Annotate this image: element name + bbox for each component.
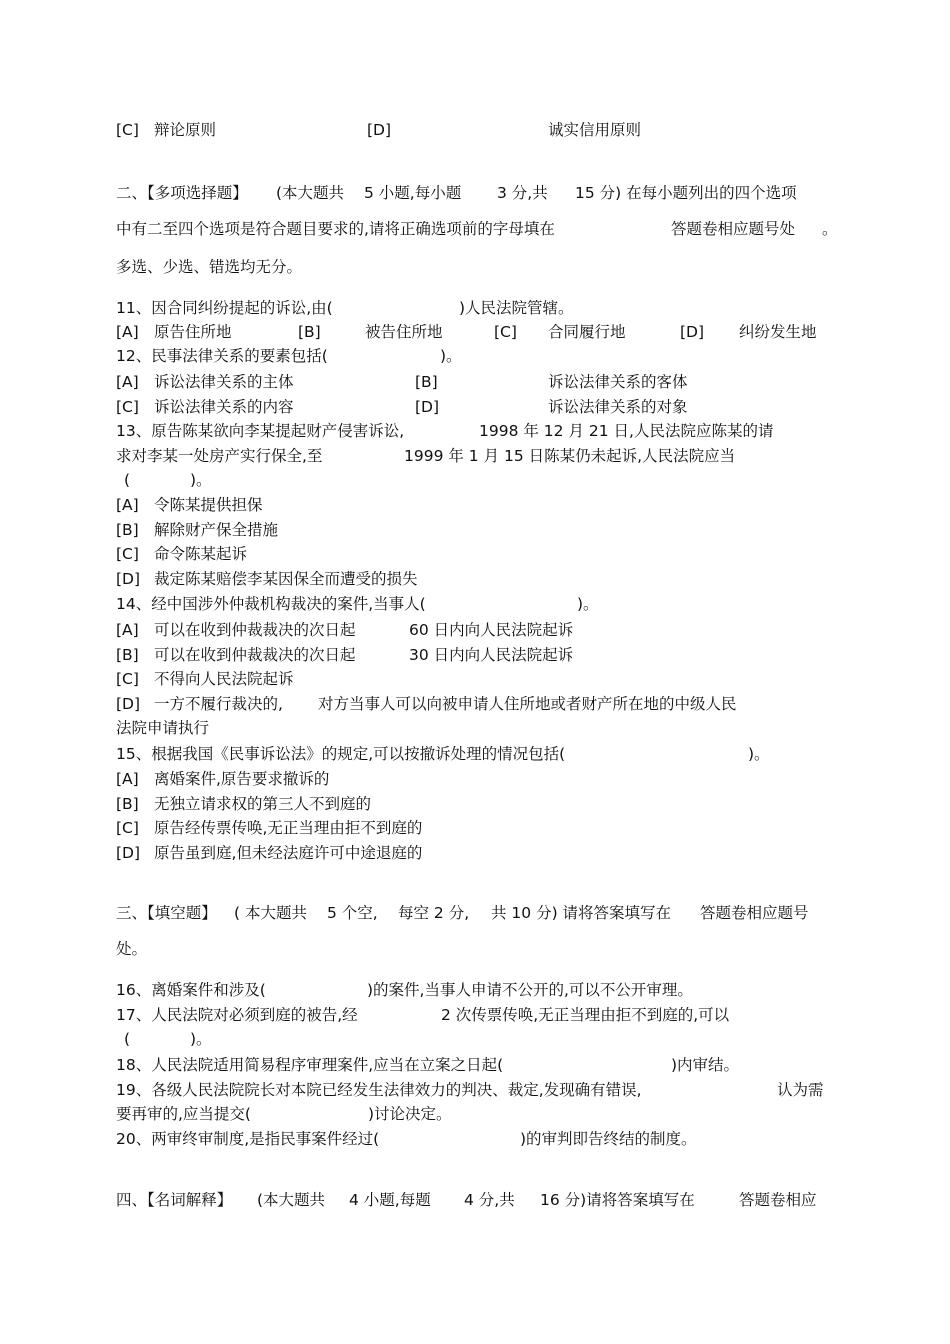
- section-heading: 二、【多项选择题】: [116, 184, 248, 202]
- option-text: 原告经传票传唤,无正当理由拒不到庭的: [154, 819, 423, 837]
- option-text: 一方不履行裁决的,: [154, 695, 283, 713]
- question-stem: 18、人民法院适用简易程序审理案件,应当在立案之日起(: [116, 1056, 504, 1074]
- question-stem: )。: [748, 745, 770, 763]
- question-stem: 15、根据我国《民事诉讼法》的规定,可以按撤诉处理的情况包括(: [116, 745, 566, 763]
- question-stem: 12、民事法律关系的要素包括(: [116, 347, 328, 365]
- option-tag: [B]: [116, 795, 139, 813]
- question-stem: )。: [440, 347, 462, 365]
- option-text: 令陈某提供担保: [154, 496, 263, 514]
- section-instruction: 每空 2 分,: [398, 904, 470, 922]
- option-tag: [B]: [415, 373, 438, 391]
- option-text: 合同履行地: [548, 323, 626, 341]
- option-tag: [B]: [116, 521, 139, 539]
- option-text: 原告虽到庭,但未经法庭许可中途退庭的: [154, 844, 423, 862]
- option-tag: [C]: [494, 323, 517, 341]
- question-stem: )内审结。: [671, 1056, 740, 1074]
- option-text: 离婚案件,原告要求撤诉的: [154, 770, 330, 788]
- question-stem: 20、两审终审制度,是指民事案件经过(: [116, 1130, 380, 1148]
- question-stem: 要再审的,应当提交(: [116, 1105, 251, 1123]
- section-instruction: 5 个空,: [327, 904, 378, 922]
- section-instruction: (本大题共: [276, 184, 345, 202]
- option-text: 不得向人民法院起诉: [154, 670, 294, 688]
- question-stem: 17、人民法院对必须到庭的被告,经: [116, 1006, 358, 1024]
- option-row: [116, 120, 216, 140]
- option-row: [116, 694, 283, 714]
- option-text: 纠纷发生地: [739, 323, 817, 341]
- option-text: 法院申请执行: [116, 719, 210, 737]
- question-stem: 13、原告陈某欲向李某提起财产侵害诉讼,: [116, 422, 405, 440]
- option-row: [116, 544, 247, 564]
- section-instruction: (本大题共: [257, 1191, 326, 1209]
- option-text: 裁定陈某赔偿李某因保全而遭受的损失: [154, 570, 418, 588]
- option-tag: [B]: [298, 323, 321, 341]
- option-row: [116, 569, 418, 589]
- option-text: 对方当事人可以向被申请人住所地或者财产所在地的中级人民: [318, 695, 737, 713]
- section-instruction: 5 小题,每小题: [364, 184, 462, 202]
- question-stem: (: [124, 1030, 131, 1048]
- section-instruction: 答题卷相应题号: [700, 904, 809, 922]
- question-stem: 1998 年 12 月 21 日,人民法院应陈某的请: [479, 422, 774, 440]
- question-stem: 11、因合同纠纷提起的诉讼,由(: [116, 299, 333, 317]
- option-tag: [C]: [116, 819, 139, 837]
- option-tag: [A]: [116, 373, 139, 391]
- option-text: 无独立请求权的第三人不到庭的: [154, 795, 372, 813]
- section-instruction: 中有二至四个选项是符合题目要求的,请将正确选项前的字母填在: [116, 220, 555, 238]
- question-stem: 认为需: [777, 1081, 824, 1099]
- option-tag: [C]: [116, 670, 139, 688]
- option-tag: [D]: [367, 121, 392, 139]
- question-stem: )。: [577, 595, 599, 613]
- question-stem: )。: [190, 1030, 212, 1048]
- question-stem: 1999 年 1 月 15 日陈某仍未起诉,人民法院应当: [404, 447, 736, 465]
- option-row: [116, 818, 422, 838]
- option-row: [116, 620, 356, 640]
- option-text: 解除财产保全措施: [154, 521, 279, 539]
- section-instruction: 4 小题,每题: [349, 1191, 431, 1209]
- option-tag: [A]: [116, 496, 139, 514]
- option-text: 可以在收到仲裁裁决的次日起: [154, 646, 356, 664]
- option-text: 诉讼法律关系的内容: [154, 398, 294, 416]
- option-tag: [A]: [116, 323, 139, 341]
- option-tag: [D]: [680, 323, 705, 341]
- option-tag: [D]: [116, 570, 141, 588]
- section-instruction: 4 分,共: [464, 1191, 515, 1209]
- question-stem: (: [124, 471, 131, 489]
- section-heading: 四、【名词解释】: [116, 1191, 233, 1209]
- question-stem: )人民法院管辖。: [459, 299, 574, 317]
- option-tag: [C]: [116, 121, 139, 139]
- option-text: 30 日内向人民法院起诉: [409, 646, 574, 664]
- section-heading: 三、【填空题】: [116, 904, 217, 922]
- option-tag: [A]: [116, 770, 139, 788]
- option-tag: [D]: [415, 398, 440, 416]
- section-instruction: 。: [822, 220, 838, 238]
- section-instruction: 多选、少选、错选均无分。: [116, 258, 303, 276]
- option-text: 被告住所地: [365, 323, 443, 341]
- option-tag: [D]: [116, 844, 141, 862]
- option-text: 诉讼法律关系的对象: [548, 398, 688, 416]
- option-tag: [D]: [116, 695, 141, 713]
- option-row: [116, 669, 294, 689]
- option-text: 可以在收到仲裁裁决的次日起: [154, 621, 356, 639]
- option-text: 诉讼法律关系的主体: [154, 373, 294, 391]
- option-row: [116, 645, 356, 665]
- option-row: [116, 769, 329, 789]
- question-stem: )的审判即告终结的制度。: [520, 1130, 697, 1148]
- option-row: [116, 495, 263, 515]
- option-row: [116, 843, 422, 863]
- option-tag: [C]: [116, 398, 139, 416]
- section-instruction: 共 10 分) 请将答案填写在: [491, 904, 672, 922]
- section-instruction: 处。: [116, 940, 148, 958]
- question-stem: )讨论决定。: [368, 1105, 452, 1123]
- question-stem: )的案件,当事人申请不公开的,可以不公开审理。: [367, 981, 693, 999]
- question-stem: )。: [190, 471, 212, 489]
- option-text: 诉讼法律关系的客体: [548, 373, 688, 391]
- option-tag: [B]: [116, 646, 139, 664]
- question-stem: 求对李某一处房产实行保全,至: [116, 447, 323, 465]
- option-text: 诚实信用原则: [548, 121, 642, 139]
- option-text: 原告住所地: [154, 323, 232, 341]
- section-instruction: 15 分) 在每小题列出的四个选项: [575, 184, 797, 202]
- question-stem: 14、经中国涉外仲裁机构裁决的案件,当事人(: [116, 595, 426, 613]
- question-stem: 2 次传票传唤,无正当理由拒不到庭的,可以: [441, 1006, 730, 1024]
- option-tag: [C]: [116, 545, 139, 563]
- section-instruction: 16 分)请将答案填写在: [540, 1191, 695, 1209]
- section-instruction: 答题卷相应题号处: [671, 220, 796, 238]
- section-instruction: ( 本大题共: [234, 904, 307, 922]
- question-stem: 19、各级人民法院院长对本院已经发生法律效力的判决、裁定,发现确有错误,: [116, 1081, 642, 1099]
- option-row: [116, 520, 278, 540]
- option-tag: [A]: [116, 621, 139, 639]
- option-text: 辩论原则: [154, 121, 217, 139]
- question-stem: 16、离婚案件和涉及(: [116, 981, 266, 999]
- option-text: 60 日内向人民法院起诉: [409, 621, 574, 639]
- section-instruction: 3 分,共: [497, 184, 548, 202]
- option-row: [116, 794, 371, 814]
- option-text: 命令陈某起诉: [154, 545, 248, 563]
- section-instruction: 答题卷相应: [739, 1191, 817, 1209]
